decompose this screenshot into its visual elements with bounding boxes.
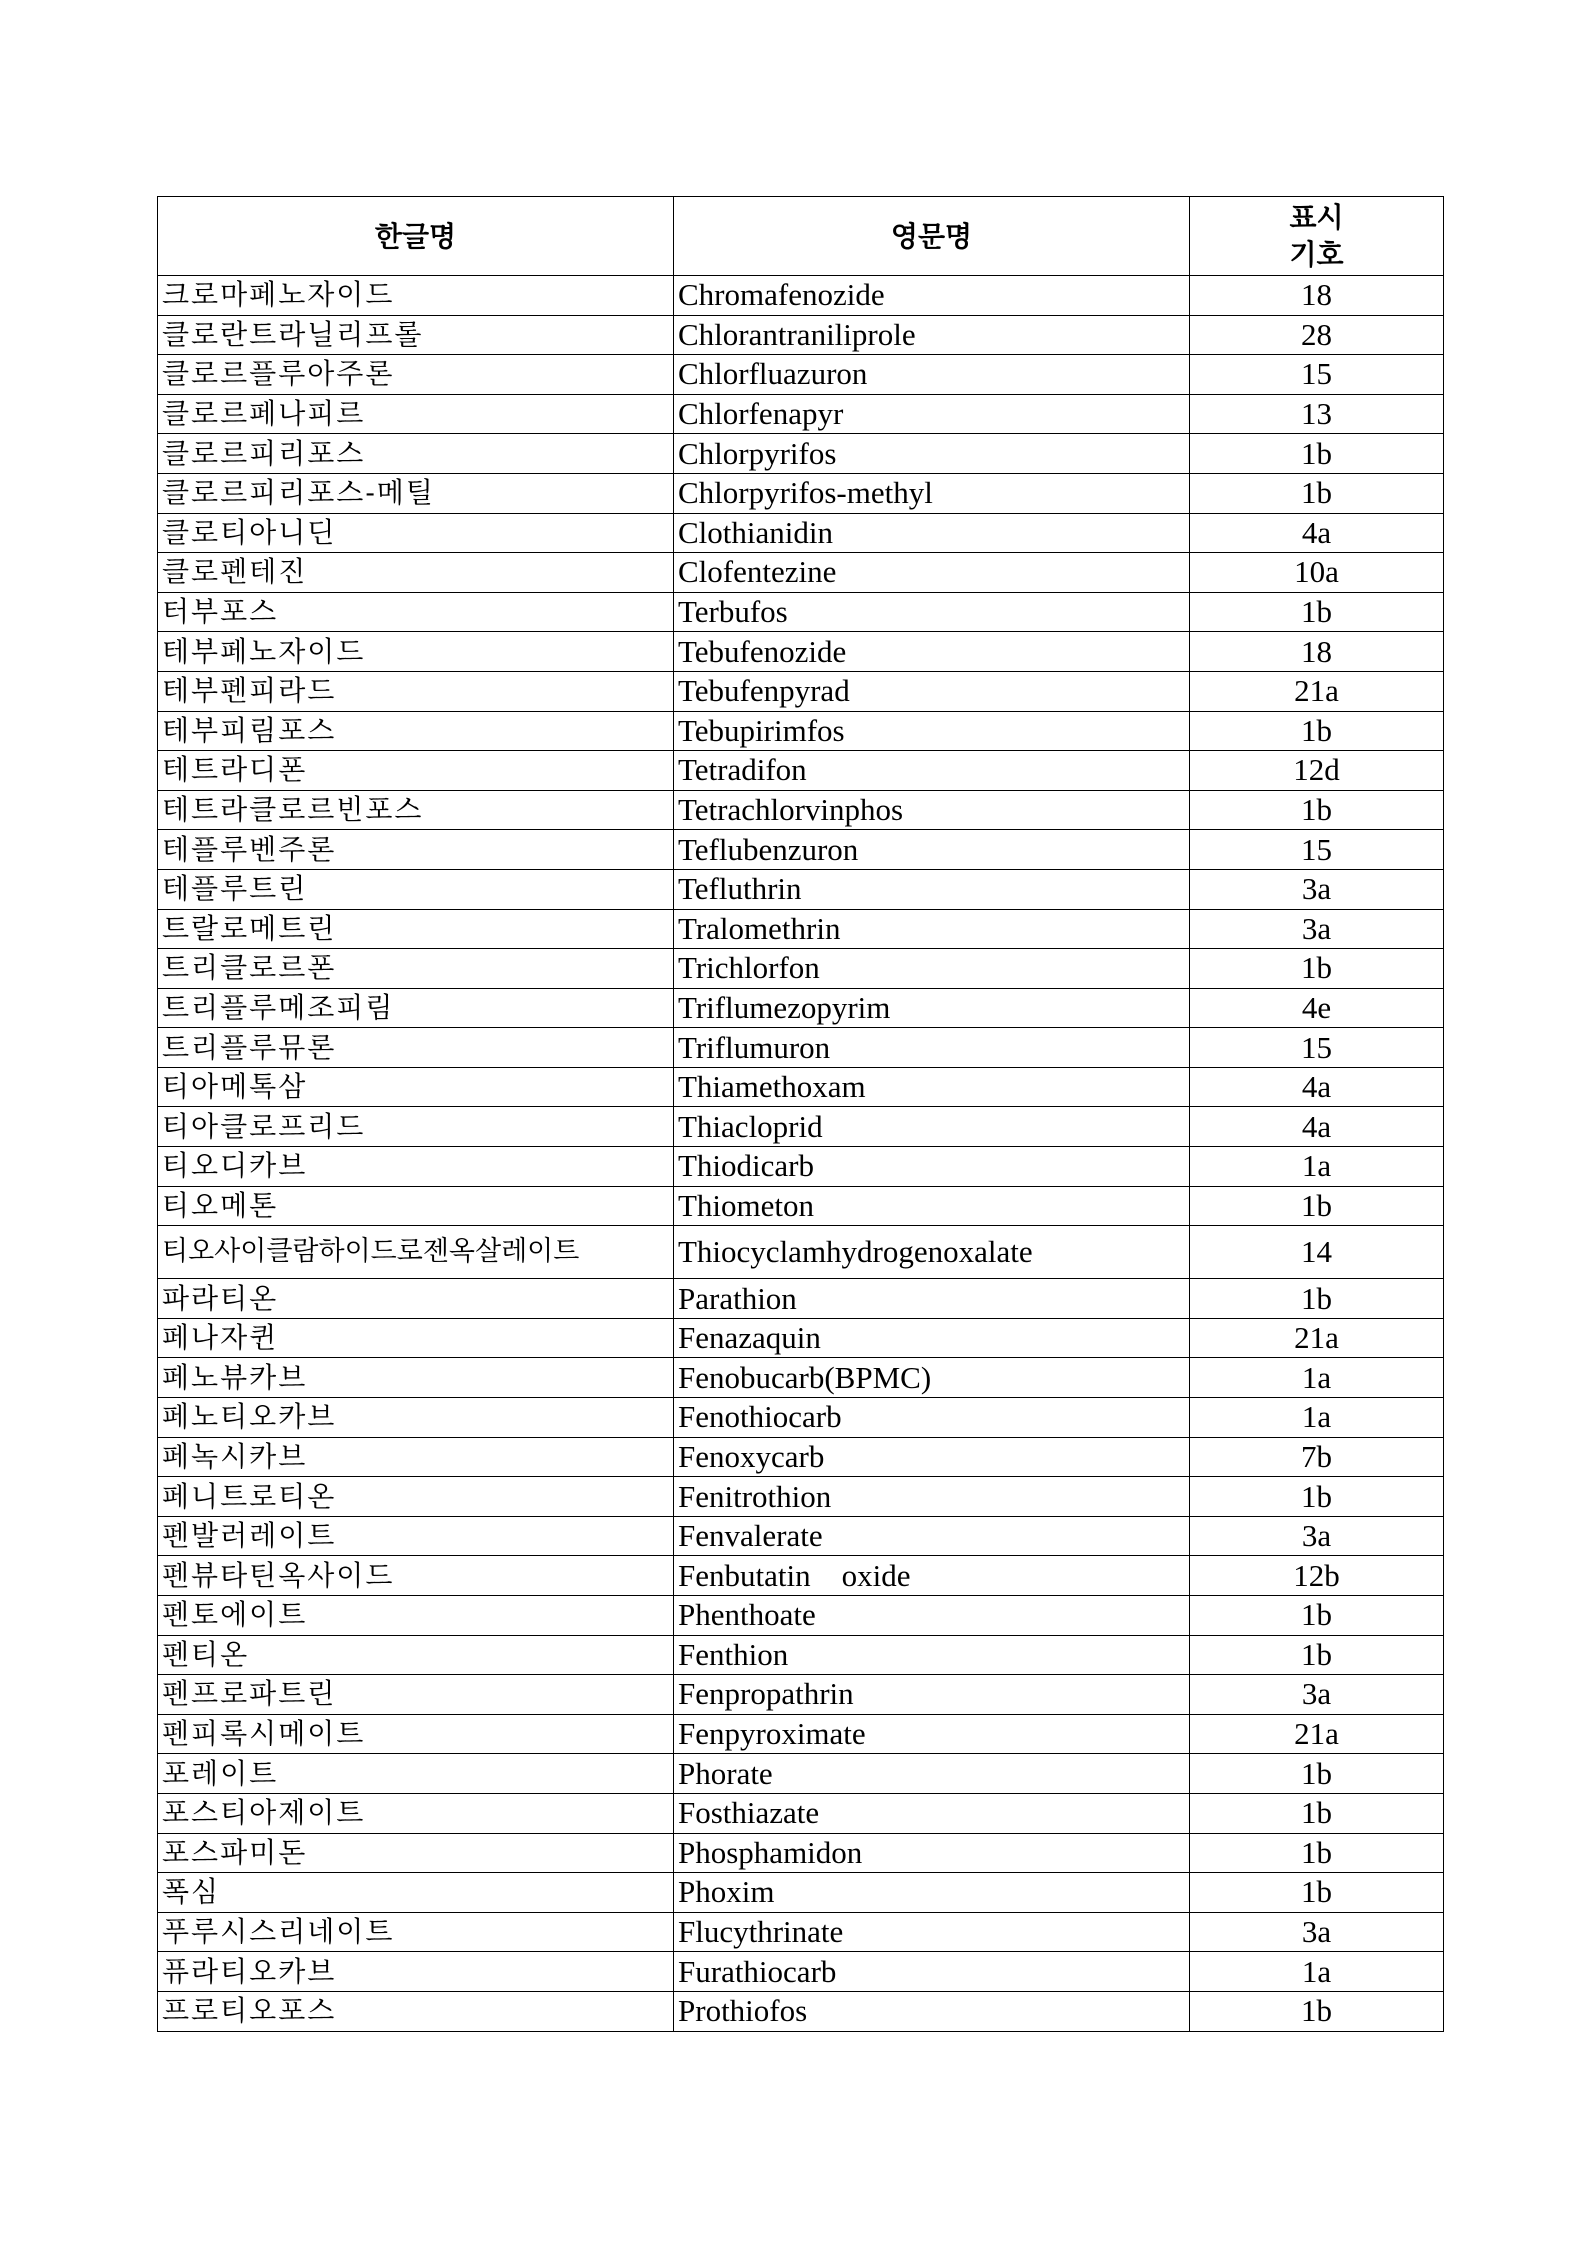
korean-name-cell: 페나자퀸 — [158, 1318, 674, 1358]
code-cell: 12d — [1190, 751, 1444, 791]
english-name-cell: Chlorpyrifos-methyl — [674, 473, 1190, 513]
code-cell: 1b — [1190, 434, 1444, 474]
table-row — [158, 1912, 1444, 1952]
code-cell: 1b — [1190, 790, 1444, 830]
code-cell: 1b — [1190, 1596, 1444, 1636]
korean-name-cell: 터부포스 — [158, 592, 674, 632]
english-name-cell: Phorate — [674, 1754, 1190, 1794]
table-row — [158, 1873, 1444, 1913]
code-cell: 1a — [1190, 1952, 1444, 1992]
english-name-cell: Chromafenozide — [674, 276, 1190, 316]
korean-name-cell: 티오디카브 — [158, 1147, 674, 1187]
code-cell: 1b — [1190, 1873, 1444, 1913]
english-name-cell: Chlorfenapyr — [674, 394, 1190, 434]
header-code — [1190, 197, 1444, 276]
korean-name-cell: 펜뷰타틴옥사이드 — [158, 1556, 674, 1596]
korean-name-cell: 프로티오포스 — [158, 1991, 674, 2031]
table-row — [158, 355, 1444, 395]
korean-name-cell: 페녹시카브 — [158, 1437, 674, 1477]
english-name-cell: Fenazaquin — [674, 1318, 1190, 1358]
english-name-cell: Thiacloprid — [674, 1107, 1190, 1147]
english-name-cell: Thiodicarb — [674, 1147, 1190, 1187]
korean-name-cell: 페노티오카브 — [158, 1398, 674, 1438]
english-name-cell: Tebupirimfos — [674, 711, 1190, 751]
table-row — [158, 1793, 1444, 1833]
pesticide-table — [157, 196, 1444, 2032]
table-row — [158, 671, 1444, 711]
korean-name-cell: 클로티아니딘 — [158, 513, 674, 553]
code-cell: 4a — [1190, 1107, 1444, 1147]
table-body — [158, 276, 1444, 2032]
korean-name-cell: 클로펜테진 — [158, 553, 674, 593]
code-cell: 1b — [1190, 1754, 1444, 1794]
table-row — [158, 790, 1444, 830]
korean-name-cell: 트리플루메조피림 — [158, 988, 674, 1028]
code-cell: 14 — [1190, 1226, 1444, 1279]
english-name-cell: Fenitrothion — [674, 1477, 1190, 1517]
english-name-cell: Teflubenzuron — [674, 830, 1190, 870]
korean-name-cell: 펜토에이트 — [158, 1596, 674, 1636]
korean-name-cell: 페니트로티온 — [158, 1477, 674, 1517]
english-name-cell: Furathiocarb — [674, 1952, 1190, 1992]
english-name-cell: Chlorpyrifos — [674, 434, 1190, 474]
korean-name-cell: 폭심 — [158, 1873, 674, 1913]
code-cell: 1a — [1190, 1358, 1444, 1398]
english-name-cell: Fenthion — [674, 1635, 1190, 1675]
korean-name-cell: 포스티아제이트 — [158, 1793, 674, 1833]
code-cell: 18 — [1190, 276, 1444, 316]
table-row — [158, 1714, 1444, 1754]
header-row — [158, 197, 1444, 276]
english-name-cell: Fenpyroximate — [674, 1714, 1190, 1754]
table-row — [158, 1398, 1444, 1438]
english-name-cell: Tebufenpyrad — [674, 671, 1190, 711]
code-cell: 1b — [1190, 1991, 1444, 2031]
table-row — [158, 1477, 1444, 1517]
code-cell: 15 — [1190, 1028, 1444, 1068]
english-name-cell: Thiocyclamhydrogenoxalate — [674, 1226, 1190, 1279]
table-row — [158, 1833, 1444, 1873]
table-row — [158, 1952, 1444, 1992]
korean-name-cell: 트리플루뮤론 — [158, 1028, 674, 1068]
code-cell: 3a — [1190, 909, 1444, 949]
korean-name-cell: 테부펜피라드 — [158, 671, 674, 711]
code-cell: 1b — [1190, 1477, 1444, 1517]
table-row — [158, 869, 1444, 909]
code-cell: 1b — [1190, 1186, 1444, 1226]
english-name-cell: Thiometon — [674, 1186, 1190, 1226]
code-cell: 7b — [1190, 1437, 1444, 1477]
code-cell: 1b — [1190, 473, 1444, 513]
table-row — [158, 1279, 1444, 1319]
korean-name-cell: 테부페노자이드 — [158, 632, 674, 672]
table-header — [158, 197, 1444, 276]
english-name-cell: Clothianidin — [674, 513, 1190, 553]
table-row — [158, 1107, 1444, 1147]
english-name-cell: Phenthoate — [674, 1596, 1190, 1636]
korean-name-cell: 클로르플루아주론 — [158, 355, 674, 395]
english-name-cell: Phosphamidon — [674, 1833, 1190, 1873]
code-cell: 3a — [1190, 1516, 1444, 1556]
korean-name-cell: 페노뷰카브 — [158, 1358, 674, 1398]
table-row — [158, 1358, 1444, 1398]
korean-name-cell: 테플루벤주론 — [158, 830, 674, 870]
code-cell: 1b — [1190, 1279, 1444, 1319]
code-cell: 1a — [1190, 1147, 1444, 1187]
code-cell: 1b — [1190, 592, 1444, 632]
table-row — [158, 434, 1444, 474]
code-cell: 10a — [1190, 553, 1444, 593]
table-row — [158, 909, 1444, 949]
code-cell: 3a — [1190, 869, 1444, 909]
korean-name-cell: 크로마페노자이드 — [158, 276, 674, 316]
table-row — [158, 473, 1444, 513]
korean-name-cell: 트리클로르폰 — [158, 949, 674, 989]
code-cell: 3a — [1190, 1675, 1444, 1715]
table-row — [158, 315, 1444, 355]
korean-name-cell: 펜피록시메이트 — [158, 1714, 674, 1754]
korean-name-cell: 티아클로프리드 — [158, 1107, 674, 1147]
korean-name-cell: 테트라디폰 — [158, 751, 674, 791]
english-name-cell: Fenvalerate — [674, 1516, 1190, 1556]
header-code-line1: 표시 — [1289, 201, 1344, 234]
code-cell: 1b — [1190, 1793, 1444, 1833]
korean-name-cell: 퓨라티오카브 — [158, 1952, 674, 1992]
code-cell: 1b — [1190, 949, 1444, 989]
code-cell: 4e — [1190, 988, 1444, 1028]
korean-name-cell: 클로르피리포스-메틸 — [158, 473, 674, 513]
korean-name-cell: 트랄로메트린 — [158, 909, 674, 949]
table-row — [158, 830, 1444, 870]
table-row — [158, 1318, 1444, 1358]
table-row — [158, 1516, 1444, 1556]
korean-name-cell: 티오사이클람하이드로젠옥살레이트 — [158, 1226, 674, 1279]
table-row — [158, 394, 1444, 434]
table-row — [158, 1991, 1444, 2031]
table-row — [158, 592, 1444, 632]
code-cell: 1a — [1190, 1398, 1444, 1438]
table-row — [158, 1147, 1444, 1187]
english-name-cell: Clofentezine — [674, 553, 1190, 593]
english-name-cell: Tetrachlorvinphos — [674, 790, 1190, 830]
table-row — [158, 632, 1444, 672]
english-name-cell: Parathion — [674, 1279, 1190, 1319]
korean-name-cell: 클로란트라닐리프롤 — [158, 315, 674, 355]
english-name-cell: Prothiofos — [674, 1991, 1190, 2031]
code-cell: 21a — [1190, 1714, 1444, 1754]
table-row — [158, 949, 1444, 989]
code-cell: 12b — [1190, 1556, 1444, 1596]
english-name-cell: Tetradifon — [674, 751, 1190, 791]
header-code-line2: 기호 — [1289, 238, 1344, 271]
code-cell: 4a — [1190, 1067, 1444, 1107]
english-name-cell: Trichlorfon — [674, 949, 1190, 989]
table-row — [158, 711, 1444, 751]
korean-name-cell: 펜발러레이트 — [158, 1516, 674, 1556]
table-row — [158, 1028, 1444, 1068]
korean-name-cell: 포스파미돈 — [158, 1833, 674, 1873]
english-name-cell: Terbufos — [674, 592, 1190, 632]
korean-name-cell: 티아메톡삼 — [158, 1067, 674, 1107]
korean-name-cell: 포레이트 — [158, 1754, 674, 1794]
code-cell: 15 — [1190, 830, 1444, 870]
table-row — [158, 751, 1444, 791]
header-english-name: 영문명 — [674, 197, 1190, 276]
korean-name-cell: 파라티온 — [158, 1279, 674, 1319]
table-row — [158, 988, 1444, 1028]
english-name-cell: Fenobucarb(BPMC) — [674, 1358, 1190, 1398]
english-name-cell: Tefluthrin — [674, 869, 1190, 909]
korean-name-cell: 테플루트린 — [158, 869, 674, 909]
code-cell: 21a — [1190, 671, 1444, 711]
english-name-cell: Fosthiazate — [674, 1793, 1190, 1833]
english-name-cell: Fenbutatin oxide — [674, 1556, 1190, 1596]
code-cell: 28 — [1190, 315, 1444, 355]
table-row — [158, 1556, 1444, 1596]
table-row — [158, 1635, 1444, 1675]
korean-name-cell: 푸루시스리네이트 — [158, 1912, 674, 1952]
code-cell: 4a — [1190, 513, 1444, 553]
code-cell: 21a — [1190, 1318, 1444, 1358]
english-name-cell: Triflumezopyrim — [674, 988, 1190, 1028]
english-name-cell: Fenoxycarb — [674, 1437, 1190, 1477]
english-name-cell: Tralomethrin — [674, 909, 1190, 949]
english-name-cell: Chlorfluazuron — [674, 355, 1190, 395]
korean-name-cell: 클로르피리포스 — [158, 434, 674, 474]
code-cell: 3a — [1190, 1912, 1444, 1952]
table-row — [158, 1675, 1444, 1715]
english-name-cell: Fenpropathrin — [674, 1675, 1190, 1715]
korean-name-cell: 클로르페나피르 — [158, 394, 674, 434]
code-cell: 1b — [1190, 1635, 1444, 1675]
korean-name-cell: 테부피림포스 — [158, 711, 674, 751]
table-row — [158, 1754, 1444, 1794]
header-korean-name: 한글명 — [158, 197, 674, 276]
english-name-cell: Triflumuron — [674, 1028, 1190, 1068]
table-row — [158, 1186, 1444, 1226]
korean-name-cell: 펜프로파트린 — [158, 1675, 674, 1715]
table-row — [158, 1596, 1444, 1636]
table-row — [158, 1067, 1444, 1107]
table-row — [158, 553, 1444, 593]
korean-name-cell: 테트라클로르빈포스 — [158, 790, 674, 830]
table-row — [158, 276, 1444, 316]
table-row — [158, 1226, 1444, 1279]
code-cell: 1b — [1190, 711, 1444, 751]
code-cell: 13 — [1190, 394, 1444, 434]
english-name-cell: Flucythrinate — [674, 1912, 1190, 1952]
code-cell: 15 — [1190, 355, 1444, 395]
english-name-cell: Fenothiocarb — [674, 1398, 1190, 1438]
english-name-cell: Phoxim — [674, 1873, 1190, 1913]
korean-name-cell: 티오메톤 — [158, 1186, 674, 1226]
code-cell: 1b — [1190, 1833, 1444, 1873]
code-cell: 18 — [1190, 632, 1444, 672]
english-name-cell: Tebufenozide — [674, 632, 1190, 672]
english-name-cell: Thiamethoxam — [674, 1067, 1190, 1107]
korean-name-cell: 펜티온 — [158, 1635, 674, 1675]
table-row — [158, 513, 1444, 553]
table-row — [158, 1437, 1444, 1477]
english-name-cell: Chlorantraniliprole — [674, 315, 1190, 355]
